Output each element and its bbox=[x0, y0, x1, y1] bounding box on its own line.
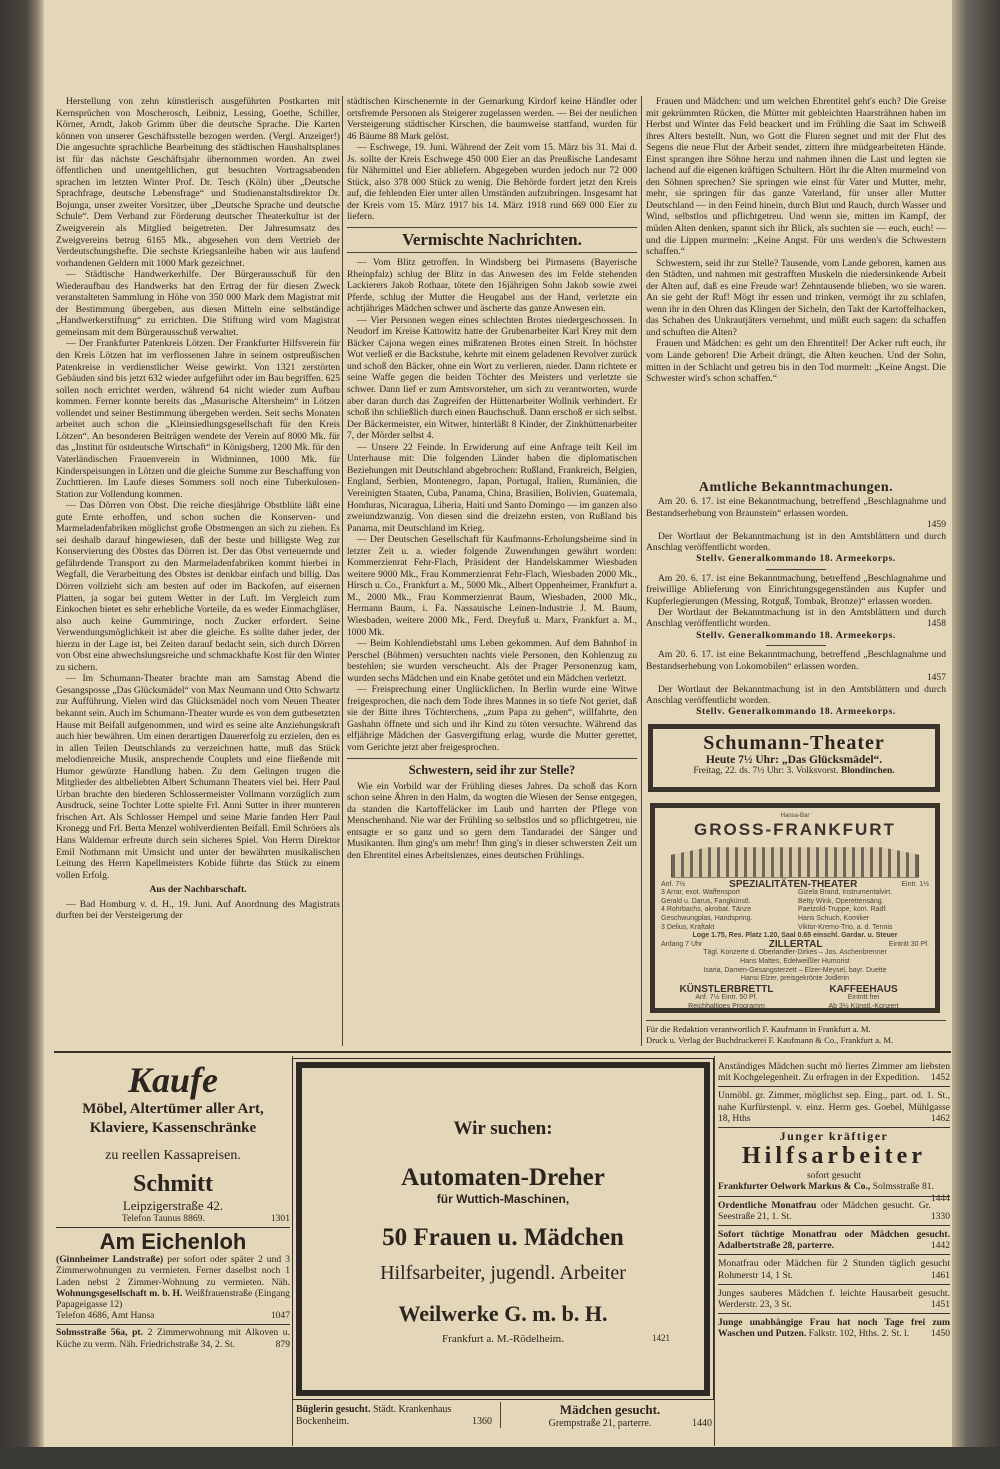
act: 4 Rohrbachs, akrobat. Tänze bbox=[661, 906, 752, 914]
ad-eichenloh bbox=[56, 1227, 290, 1321]
schumann-theater-ad bbox=[648, 724, 940, 792]
ad-number: 1450 bbox=[930, 1328, 950, 1340]
ad-text: Freitag, 22. ds. 7½ Uhr: 3. Volksvorst. bbox=[693, 766, 839, 776]
ad-text: Solmsstraße 56a, pt. bbox=[56, 1327, 144, 1339]
column-1 bbox=[56, 96, 340, 1046]
ad-text: Unmöbl. gr. Zimmer, möglichst sep. Eing., part. od. 1. St., nahe Kurfürstenpl. v. einz. Herrn ges. Goebel, Mühlgasse 18, Hths bbox=[718, 1090, 950, 1124]
ad-bueglerin bbox=[296, 1404, 492, 1428]
act: Hans Schuch, Komiker bbox=[798, 914, 870, 922]
section-heading: Aus der Nachbarschaft. bbox=[149, 884, 247, 896]
article-paragraph: — Im Schumann-Theater brachte man am Samstag Abend die Gesangsposse „Das Glücksmädel“ von Max Neumann und Otto Schwartz zur Aufführung. Vielen wird das Glücksmädel noch vom Neuen Theater bekannt sein. Auch im Schumann-Theater wurde es von dem gutbesetzten Hause mit Beifall aufgenommen, und wird es seine alte Anziehungskraft auch hier bewähren. Um einen derartigen Dauererfolg zu erzielen, den es in allen Teilen Deutschlands zu verzeichnen hatte, muß das Stück melodienreiche Musik, ansprechende Couplets und eine fließende mit Humor gewürzte Handlung haben. Zu dem Gelingen trugen die Mitglieder des altbeliebten Albert Schumann Theaters viel bei. Herr Paul Urban brachte den biederen Schlossermeister Vollmann vorzüglich zum Ausdruck, seine Tochter Lotte spielte Frl. Anni Sutter in ihrer munteren frischen Art. Als Schlosser Hempel und seine Marie fanden Herr Paul Kronegg und Frl. Berta Menzel wohlverdienten Beifall. Emil Schröers als Hans Waldemar erfreute durch sein sicheres Spiel. Von Herrn Direktor Emil Nothmann mit Umsicht und unter der bewährten musikalischen Leitung des Herrn Kapellmeisters Kobide führte das Stück zu einem vollen Erfolg. bbox=[56, 673, 340, 881]
column-divider bbox=[500, 1402, 501, 1428]
ad-number: 1301 bbox=[270, 1213, 290, 1224]
official-notices bbox=[646, 482, 946, 722]
article-paragraph: — Eschwege, 19. Juni. Während der Zeit vom 15. März bis 31. Mai d. Js. sollte der Kreis Eschwege 450 000 Eier an das Preußische Landesamt für Nährmittel und Eier abliefern. Abgegeben wurden jedoch nur 72 000 Stück, also 378 000 Stück zu wenig. Die Behörde fordert jetzt den Kreis auf, die fehlenden Eier unter allen Umständen aufzubringen. Insgesamt hat der Kreis vom 15. März 1917 bis 14. März 1918 rund 669 000 Eier zu liefern. bbox=[347, 142, 637, 223]
classified-ads-right bbox=[718, 1058, 950, 1340]
ad-text: Anfang 7 Uhr bbox=[661, 940, 703, 948]
ad-number: 1440 bbox=[692, 1418, 712, 1429]
ad-address: Frankfurt a. M.-Rödelheim. bbox=[442, 1333, 564, 1345]
ad-title: Hilfsarbeiter bbox=[742, 1143, 926, 1170]
section-heading: Vermischte Nachrichten. bbox=[347, 227, 637, 253]
ad-text: sofort gesucht bbox=[806, 1170, 862, 1182]
classified-ad bbox=[718, 1058, 950, 1087]
ad-number: 879 bbox=[275, 1338, 290, 1350]
ad-text: Junges sauberes Mädchen f. leichte Hausarbeit gesucht. Werderstr. 23, 3 St. bbox=[718, 1287, 950, 1311]
ad-text: Städt. Krankenhaus Bockenheim. bbox=[296, 1404, 452, 1427]
divider bbox=[766, 645, 826, 646]
ad-text: Eintritt frei bbox=[847, 994, 880, 1002]
notice-signature: Stellv. Generalkommando 18. Armeekorps. bbox=[696, 553, 896, 565]
ad-company: Frankfurter Oelwork Markus & Co., bbox=[718, 1181, 871, 1193]
ad-text: Tägl. Konzerte d. Oberlandler-Dirkes – Jos. Aschenbrenner bbox=[703, 949, 887, 957]
article-paragraph: — Beim Kohlendiebstahl ums Leben gekommen. Auf dem Bahnhof in Perschel (Böhmen) versuchten nachts viele Personen, den Kohlenzug zu bestehlen; sie wurden verscheucht. Als der Prager Personenzug kam, wurden sechs Mädchen und ein Knabe getötet und ein Mädchen verletzt. bbox=[347, 638, 637, 684]
ad-text: Eintr. 1½ bbox=[901, 880, 929, 888]
classified-ad bbox=[718, 1285, 950, 1314]
notice-text: Am 20. 6. 17. ist eine Bekanntmachung, betreffend „Beschlagnahme und freiwillige Ablieferung von Einrichtungsgegenständen aus Kupfer und Kupferlegierungen (Messing, Rotguß, Tombak, Bronze)“ erlassen worden. bbox=[646, 572, 946, 607]
ad-number: 1047 bbox=[270, 1310, 290, 1322]
ad-phone: Telefon 4686, Amt Hansa bbox=[56, 1310, 155, 1322]
article-paragraph: Schwestern, seid ihr zur Stelle? Tausende, vom Lande geboren, kamen aus den Städten, und nahmen mit gestrafften Muskeln die niedersinkende Arbeit der Alten auf, daß es eine Freude war! Zehntausende blieben, wo sie waren. An sie geht der Ruf! Mögt ihr essen und trinken, vermögt ihr zu schlafen, wenn ihr in den Ohren das Klingen der Sicheln, den Takt der Kartoffelhacken, das Schaben des Unkrautjäters vernehmt, und müßt euch sagen: da schaffen und schuften die Alten? bbox=[646, 257, 946, 338]
ad-text: Blondinchen. bbox=[841, 766, 895, 776]
ad-phone: Telefon Taunus 8869. bbox=[121, 1213, 205, 1224]
notice bbox=[646, 573, 946, 641]
building-illustration bbox=[671, 840, 919, 878]
act: Gerald u. Darus, Fangkünstl. bbox=[661, 897, 751, 905]
article-paragraph: Frauen und Mädchen: und um welchen Ehrentitel geht's euch? Die Greise mit gekrümmten Rücken, die Mütter mit gebleichten Haarsträhnen haben im Herbst und Winter das Feld beackert und im Frühling die Saat im Schweiß ihres Alters bestellt. Nun, wo Gott die Fluren segnet und mit der Flut des Segens die neue Flut der Arbeit sendet, zittern ihre müdgearbeiteten Hände. Einst sprangen ihre Söhne herzu und nahmen ihnen die Last und legten sie lachend auf die eigenen kräftigen Schultern. Hört ihr die Alten murmelnd von den Söhnen sprechen? Sie springen wie einst für Vater und Mutter, mehr, mehr, sie springen für das ganze Vaterland, für unser aller Mutter Deutschland — in den Feind hinein, durch Blut und Rauch, durch Wasser und Wind, selbstlos und pflichtgetreu. Und wenn sie, mitten im Kampf, der müden Alten denken, spannt sich ihr Blick, als suchten sie — euch, euch! — und die Lippen murmeln: „Keine Angst. Für uns werden's die Schwestern schaffen.“ bbox=[646, 96, 946, 258]
article-paragraph: — Freisprechung einer Unglücklichen. In Berlin wurde eine Witwe freigesprochen, die nach dem Tode ihres Mannes in so tiefe Not geriet, daß sie der Bitte ihres Töchterchens, „zum Papa zu gehen“, willfahrte, den Gashahn öffnete und sich und ihr Kind zu töten versuchte. Während das elfjährige Mädchen der Gasvergiftung erlag, wurde die Mutter gerettet, vom Gerichte jetzt aber freigesprochen. bbox=[347, 684, 637, 753]
act: Viktor-Kremo-Trio, a. d. Tennis bbox=[798, 923, 893, 931]
ad-name: Schmitt bbox=[133, 1171, 213, 1197]
ad-text: Falkstr. 102, Hths. 2. St. l. bbox=[808, 1328, 910, 1340]
ad-title: Am Eichenloh bbox=[56, 1227, 290, 1254]
notice bbox=[646, 649, 946, 717]
notice-text: Der Wortlaut der Bekanntmachung ist in den Amtsblättern und durch Anschlag veröffentlicht worden. bbox=[646, 607, 946, 630]
ad-title: Kaufe bbox=[128, 1060, 218, 1100]
ad-title: 50 Frauen u. Mädchen bbox=[382, 1224, 624, 1251]
article-paragraph: — Das Dörren von Obst. Die reiche diesjährige Obstblüte läßt eine gute Ernte erhoffen, und schon suchen die Konserven- und Marmeladenfabriken möglichst große Obstmengen an sich zu ziehen. Es sei deshalb darauf hingewiesen, daß der beste und billigste Weg zur Konservierung des Obstes das Dörren ist. Der das Obst verteuernde und gefährdende Transport zu den Marmeladenfabriken kommt hierbei in Wegfall, die Verarbeitung des Obstes ist denkbar einfach und billig. Das Dörren vollzieht sich am besten auf oder im Backofen, auf eisernen Platten, ja sogar bei gutem Wetter in der Luft. Im Vergleich zum Einkochen bietet es sehr erhebliche Vorteile, da es weder Einmachgläser, also auch keine Gummiringe, noch Zucker erfordert. Seine Verwendungsmöglichkeit ist aber die gleiche. Es sollte daher jeder, der hierzu in der Lage ist, bei Zeiten darauf bedacht sein, sich durch Dörren von Obst eine abwechslungsreiche und schmackhafte Kost für den Winter zu sichern. bbox=[56, 500, 340, 673]
act: Paetzold-Truppe, kom. Radf. bbox=[798, 906, 888, 914]
ad-text: Grempstraße 21, parterre. bbox=[548, 1418, 652, 1429]
book-binding-left bbox=[0, 0, 44, 1469]
divider bbox=[766, 569, 826, 570]
classified-ad bbox=[718, 1226, 950, 1255]
ad-text: Eintritt 30 Pf. bbox=[888, 940, 929, 948]
column-divider bbox=[292, 1056, 293, 1446]
ad-address: Weißfrauenstraße (Eingang Papageigasse 12) bbox=[56, 1287, 290, 1311]
imprint bbox=[646, 1020, 946, 1046]
article-paragraph: — Vier Personen wegen eines schlechten Brotes niedergeschossen. In Neudorf im Kreise Kattowitz hatte der Grubenarbeiter Karl Krey mit dem Bäcker Cajona wegen eines mißratenen Brotes einen Streit. In höchster Wut verließ er die Backstube, kehrte mit einem geladenen Revolver zurück und schoß den Bäcker, ohne ein Wort zu verlieren, nieder. Dann richtete er seine Waffe gegen die beiden Töchter des Meisters und verletzte sie schwer. Dann lief er zum Amtsvorsteher, um sich zu verantworten, wurde aber daran durch das Zugreifen der Hüttenarbeiter Wollnik verhindert. Er schoß ihn schließlich durch einen Bauchschuß. Dann erschoß er sich selbst. Der Bäckermeister, ein Witwer, hinterläßt 8 Kinder, der Zinkhüttenarbeiter 7, der Mörder selbst 4. bbox=[347, 314, 637, 442]
classified-ad bbox=[718, 1197, 950, 1226]
ad-hilfsarbeiter bbox=[718, 1128, 950, 1204]
page-bottom-edge bbox=[0, 1447, 1000, 1469]
ad-number: 1330 bbox=[930, 1210, 950, 1222]
ad-text: Hans Mattes, Edelweißler Humorist bbox=[740, 957, 850, 965]
gross-frankfurt-ad bbox=[650, 803, 940, 1013]
notice-text: Der Wortlaut der Bekanntmachung ist in den Amtsblättern und durch Anschlag veröffentlicht worden. bbox=[646, 530, 946, 554]
ad-number: 1451 bbox=[930, 1299, 950, 1311]
notice-number: 1458 bbox=[926, 618, 946, 630]
book-binding-right bbox=[952, 0, 1000, 1469]
ad-text: für Wuttich-Maschinen, bbox=[436, 1192, 570, 1206]
ad-heading: KÜNSTLERBRETTL bbox=[679, 983, 774, 995]
ad-prices: Loge 1.75, Res. Platz 1.20, Saal 0.65 einschl. Gardar. u. Steuer bbox=[692, 932, 898, 940]
ad-title: Schumann-Theater bbox=[703, 732, 885, 754]
article-paragraph: — Städtische Handwerkerhilfe. Der Bürgerausschuß für den Wiederaufbau des Handwerks hat den Ertrag der für diesen Zweck veranstalteten Sammlung in Höhe von 350 000 Mark dem Magistrat mit der Bestimmung übergeben, aus diesen Mitteln eine selbständige „Handwerkerstiftung“ zu errichten. Die Stiftung wird vom Magistrat gemeinsam mit dem Bürgerausschuß verwaltet. bbox=[56, 269, 340, 338]
ad-title: GROSS-FRANKFURT bbox=[694, 819, 896, 839]
article-paragraph: Herstellung von zehn künstlerisch ausgeführten Postkarten mit Kernsprüchen von Moscherosch, Leibniz, Lessing, Goethe, Schiller, Körner, Arndt, Jakob Grimm über die deutsche Sprache. Die Karten können von unserer Geschäftsstelle bezogen werden. (Vergl. Anzeiger!) Die angesuchte sprachliche Bearbeitung des städtischen Haushaltsplanes ist für das nächste Geschäftsjahr übernommen worden. An zwei öffentlichen und unentgeltlichen, gut besuchten Vortragsabenden sprachen im letzten Winter Prof. Dr. Tesch (Köln) über „Deutsche Sprachfrage, deutsche Lebensfrage“ und Studienanstaltsdirektor Dr. Bojunga, unser zweiter Vorsitzer, über „Deutsche Sprache und deutsche Schule“. Dem Verband zur Förderung deutscher Theaterkultur ist der Zweigverein als Mitglied beigetreten. Der Jahresumsatz des Zweigvereins betrug 6165 Mk., abgesehen von dem Vertrieb der Verdeutschungshefte. Die sechste Kriegsanleihe haben wir aus laufend vorhandenen Geldern mit 1000 Mark gezeichnet. bbox=[56, 96, 340, 269]
ad-number: 1442 bbox=[930, 1240, 950, 1252]
article-paragraph: Frauen und Mädchen: es geht um den Ehrentitel! Der Acker ruft euch, ihr vom Lande geboren! Die Arbeit drängt, die Alten keuchen. Und der Sohn, mitten in der Schlacht und getreu bis in den Tod murmelt: „Keine Angst. Die Schwester wird's schon schaffen.“ bbox=[646, 338, 946, 385]
notice-signature: Stellv. Generalkommando 18. Armeekorps. bbox=[696, 629, 896, 641]
ad-number: 1452 bbox=[930, 1072, 950, 1084]
notice bbox=[646, 496, 946, 564]
ad-number: 1421 bbox=[652, 1333, 670, 1343]
column-divider bbox=[641, 96, 642, 1046]
ad-text: zu reellen Kassapreisen. bbox=[105, 1148, 241, 1163]
ad-text: Reichhaltiges Programm bbox=[688, 1002, 765, 1010]
article-paragraph: — Der Frankfurter Patenkreis Lötzen. Der Frankfurter Hilfsverein für den Kreis Lötzen hat im verflossenen Jahre in seinem ostpreußischen Patenkreise in verdienstlicher Weise gewirkt. Von 1321 zerstörten Gebäuden sind bis jetzt 632 wieder aufgeführt oder im Bau begriffen. 625 sollen noch errichtet werden, während 64 nicht wieder zum Aufbau kommen. Ferner konnte bereits das „Masurische Altersheim“ in Lötzen vollendet und seiner Bestimmung übergeben werden. Seit sechs Monaten arbeitet auch schon die „Kleinsiedlungsgesellschaft für den Kreis Lötzen“. An besonderen Beiträgen wendete der Verein auf 8000 Mk. für das „Institut für ostdeutsche Wirtschaft“ in Königsberg, 1200 Mk. für den Vaterländischen Frauenverein in Widminnen, 1000 Mk. für Kinderspeisungen in Lötzen und die gleiche Summe zur Beschaffung von Zuchttieren. Im Laufe dieses Sommers soll noch eine Tuberkulosen-Station zur Vollendung kommen. bbox=[56, 338, 340, 500]
ad-text: Isaria, Damen-Gesangsterzett – Elzer-Meysel, bayr. Duette bbox=[703, 966, 887, 974]
ad-text: oder Mädchen gesucht. Gr. Seestraße 21, 1. St. bbox=[718, 1199, 931, 1222]
column-divider bbox=[714, 1056, 715, 1446]
notice-number: 1457 bbox=[926, 672, 946, 684]
act: Betty Wink, Operettensäng. bbox=[798, 897, 884, 905]
ad-title: Mädchen gesucht. bbox=[559, 1402, 661, 1417]
article-paragraph: Wie ein Vorbild war der Frühling dieses Jahres. Da schoß das Korn schon seine Ähren in den Halm, da wogten die Wiesen der Sense entgegen, da standen die Kartoffeläcker im Laub und harrten der Pflege von Menschenhand. Nie war der Frühling so selbstlos und so pflichtgetreu, nie entsagte er so ganz und so gern dem Tandaradei der Sänger und Musikanten. Ihm ging's um mehr! Ihm ging's in dieser schwersten Zeit um den Ehrentitel eines Arbeitslenzes, eines deutschen Frühlings. bbox=[347, 780, 637, 861]
ad-text: Junge unabhängige Frau hat noch Tage frei zum Waschen und Putzen. bbox=[718, 1317, 950, 1340]
ad-number: 1444 bbox=[930, 1192, 950, 1204]
ad-text: Anf. 7½ Eintr. 50 Pf. bbox=[695, 994, 758, 1002]
ad-text: Ab 3½ Künstl.-Konzert bbox=[828, 1002, 899, 1010]
notice-number: 1459 bbox=[926, 519, 946, 531]
ad-text: Junger kräftiger bbox=[779, 1129, 889, 1144]
notice-text: Der Wortlaut der Bekanntmachung ist in den Amtsblättern und durch Anschlag veröffentlicht worden. bbox=[646, 683, 946, 706]
article-paragraph: — Unsere 22 Feinde. In Erwiderung auf eine Anfrage teilt Keil im Unterhause mit: Die folgenden Länder haben die diplomatischen Beziehungen mit Deutschland abgebrochen: Rußland, Frankreich, Belgien, England, Serbien, Montenegro, Japan, Portugal, Italien, Rumänien, die Vereinigten Staaten, Cuba, Panama, China, Brasilien, Bolivien, Guatemala, Honduras, Nicaragua, Liberia, Haiti und Santo Domingo — im ganzen also zweiundzwanzig. Von diesen sind die dreizehn ersten, von Rußland bis Panama, mit Deutschland im Krieg. bbox=[347, 441, 637, 534]
column-divider bbox=[342, 96, 343, 1046]
ad-text: Heute 7½ Uhr: „Das Glücksmädel“. bbox=[705, 754, 883, 766]
ad-text: Anf. 7½ bbox=[661, 880, 686, 888]
act: 3 Delius, Kraftakt bbox=[661, 923, 715, 931]
classified-ad bbox=[718, 1087, 950, 1128]
ad-maedchen bbox=[508, 1404, 712, 1430]
ad-text: Möbel, Altertümer aller Art, Klaviere, Kassenschränke bbox=[82, 1101, 264, 1136]
ad-address: Solmsstraße 81. bbox=[872, 1181, 934, 1193]
section-rule bbox=[54, 1051, 951, 1053]
classified-ad bbox=[718, 1314, 950, 1339]
ad-text: Wir suchen: bbox=[453, 1118, 553, 1139]
ad-heading: ZILLERTAL bbox=[768, 938, 823, 950]
ad-number: 1462 bbox=[930, 1112, 950, 1124]
column-2 bbox=[347, 96, 637, 1046]
notice-text: Am 20. 6. 17. ist eine Bekanntmachung, betreffend „Beschlagnahme und Bestandserhebung von Braunstein“ erlassen worden. bbox=[646, 496, 946, 519]
column-3 bbox=[646, 96, 946, 478]
ad-text: per sofort oder später 2 und 3 Zimmerwohnungen zu vermieten. Ferner daselbst noch 1 Laden nebst 2 Zimmer-Wohnung zu vermieten. bbox=[56, 1254, 290, 1288]
notice-signature: Stellv. Generalkommando 18. Armeekorps. bbox=[696, 706, 896, 718]
ad-text: Anständiges Mädchen sucht mö liertes Zimmer am liebsten mit Kochgelegenheit. Zu erfragen in der Expedition. bbox=[718, 1061, 950, 1084]
ad-text: Büglerin gesucht. bbox=[296, 1404, 371, 1415]
act: Gizela Brand, Instrumentalvirt. bbox=[798, 889, 893, 897]
ad-text: 2 Zimmerwohnung mit Alkoven u. Küche zu verm. Näh. Friedrichstraße 34, 2. St. bbox=[56, 1327, 290, 1350]
ad-text: Sofort tüchtige Monatfrau oder Mädchen gesucht. Adalbertstraße 28, parterre. bbox=[718, 1229, 950, 1252]
article-paragraph: — Bad Homburg v. d. H., 19. Juni. Auf Anordnung des Magistrats durften bei der Versteigerung der bbox=[56, 898, 340, 922]
ad-text: (Ginnheimer Landstraße) bbox=[56, 1254, 164, 1266]
article-paragraph: — Vom Blitz getroffen. In Windsberg bei Pirmasens (Bayerische Rheinpfalz) schlug der Blitz in das Anwesen des im Felde stehenden Lackierers Jakob Rothaar, tötete den 16jährigen Sohn Jakob sowie zwei Pferde, schlug der Mutter die Heugabel aus der Hand, verletzte ein achtjähriges Mädchen schwer und äscherte das ganze Anwesen ein. bbox=[347, 257, 637, 315]
imprint-line: Für die Redaktion verantwortlich F. Kaufmann in Frankfurt a. M. bbox=[646, 1024, 871, 1034]
ad-weilwerke bbox=[296, 1062, 710, 1396]
ad-text: Hilfsarbeiter, jugendl. Arbeiter bbox=[380, 1262, 626, 1284]
section-heading: Schwestern, seid ihr zur Stelle? bbox=[347, 758, 637, 778]
ad-text: Ordentliche Monatfrau bbox=[718, 1199, 817, 1211]
ad-heading: SPEZIALITÄTEN-THEATER bbox=[729, 878, 858, 890]
classified-ads-left bbox=[56, 1060, 290, 1350]
notice-text: Am 20. 6. 17. ist eine Bekanntmachung, betreffend „Beschlagnahme und Bestandserhebung von Lokomobilen“ erlassen worden. bbox=[646, 649, 946, 672]
ad-title: Automaten-Dreher bbox=[401, 1164, 605, 1191]
ad-company: Wohnungsgesellschaft m. b. H. bbox=[56, 1287, 183, 1299]
section-heading: Amtliche Bekanntmachungen. bbox=[698, 480, 894, 495]
ad-address: Leipzigerstraße 42. bbox=[122, 1198, 224, 1213]
act: Geschwungplas, Handspring. bbox=[661, 914, 753, 922]
ad-solmsstrasse bbox=[56, 1324, 290, 1349]
classified-ad bbox=[718, 1255, 950, 1284]
ad-text: Näh. bbox=[271, 1276, 290, 1288]
imprint-line: Druck u. Verlag der Buchdruckerei F. Kaufmann & Co., Frankfurt a. M. bbox=[646, 1035, 894, 1045]
ad-text: Hansi Elzer, preisgekrönte Jodlerin bbox=[740, 975, 850, 983]
article-paragraph: städtischen Kirschenernte in der Gemarkung Kirdorf keine Händler oder ortsfremde Personen als Steigerer zugelassen werden. — Bei der neulichen Versteigerung städtischer Kirschen, die baumweise stattfand, wurden für 46 Bäume 88 Mark gelöst. bbox=[347, 96, 637, 142]
act: 3 Arrar, exot. Waffensport bbox=[661, 889, 740, 897]
ad-company: Weilwerke G. m. b. H. bbox=[398, 1301, 608, 1326]
ad-text: Monatfrau oder Mädchen für 2 Stunden täglich gesucht Rohmerstr 14, 1 St. bbox=[718, 1258, 950, 1281]
ad-text: Hansa-Bar bbox=[780, 813, 810, 819]
article-paragraph: — Der Deutschen Gesellschaft für Kaufmanns-Erholungsheime sind in letzter Zeit u. a. wieder folgende Zuwendungen gewährt worden: Kommerzienrat Fehr-Flach, Präsident der Handelskammer Wiesbaden weitere 9000 Mk., Frau Kommerzienrat Fehr-Flach, Wiesbaden 2000 Mk., Hirsch u. Co., Frankfurt a. M., 5000 Mk., Albert Oppenheimer, Frankfurt a. M., 2000 Mk., Frau Kommerzienrat Baum, Wiesbaden, 2000 Mk., Hermann Baum, i. Fa. Nassauische Leinen-Industrie J. M. Baum, Wiesbaden, weitere 2000 Mk., Ferd. Dreyfuß u. Marx, Frankfurt a. M., 1000 Mk. bbox=[347, 534, 637, 638]
ad-number: 1360 bbox=[472, 1416, 492, 1427]
ad-kaufe bbox=[56, 1060, 290, 1224]
ad-heading: KAFFEEHAUS bbox=[829, 983, 898, 995]
ad-number: 1461 bbox=[930, 1269, 950, 1281]
